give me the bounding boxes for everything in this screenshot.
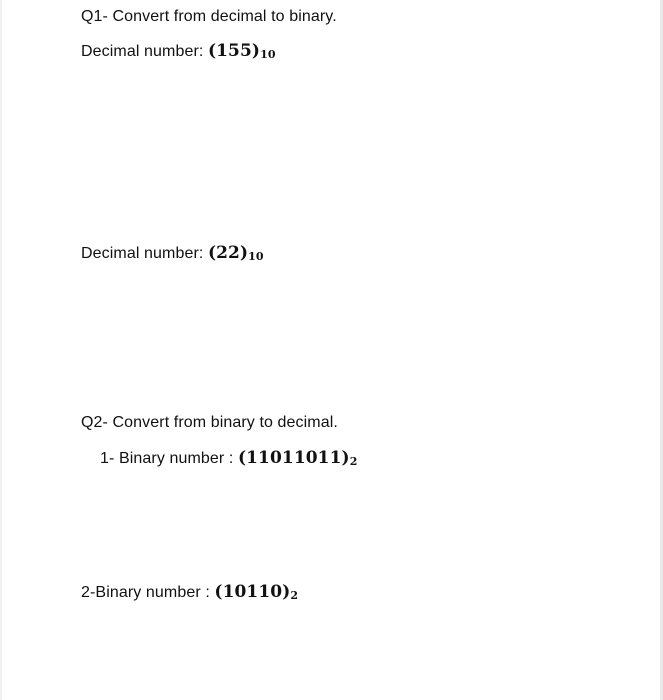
q2-item-2-value: (10110) <box>214 582 291 602</box>
q1-item-2 <box>81 243 264 265</box>
q2-item-1 <box>100 448 357 470</box>
q1-item-2-value: (22) <box>207 243 249 263</box>
q1-item-1-base: 10 <box>260 48 276 61</box>
q1-item-2-label: Decimal number: <box>81 245 208 262</box>
q2-item-1-value-group <box>238 448 357 468</box>
page-left-edge <box>0 0 2 700</box>
q2-heading <box>81 413 338 433</box>
q2-heading-text: Q2- Convert from binary to decimal. <box>81 414 338 431</box>
q2-item-2-label: 2-Binary number : <box>81 584 215 601</box>
q2-item-2 <box>81 582 298 604</box>
q2-item-1-value: (11011011) <box>237 448 350 468</box>
q2-item-1-label: 1- Binary number : <box>100 450 238 467</box>
q1-item-2-base: 10 <box>248 250 264 263</box>
q2-item-2-value-group <box>214 582 298 602</box>
q1-item-1-value-group <box>208 41 276 61</box>
q1-item-2-value-group <box>208 243 264 263</box>
q1-item-1-label: Decimal number: <box>81 43 208 60</box>
q1-item-1 <box>81 41 276 63</box>
q1-heading-text: Q1- Convert from decimal to binary. <box>81 8 337 25</box>
q2-item-2-base: 2 <box>290 589 299 602</box>
q1-heading <box>81 7 337 27</box>
q1-item-1-value: (155) <box>207 41 261 61</box>
q2-item-1-base: 2 <box>349 455 358 468</box>
